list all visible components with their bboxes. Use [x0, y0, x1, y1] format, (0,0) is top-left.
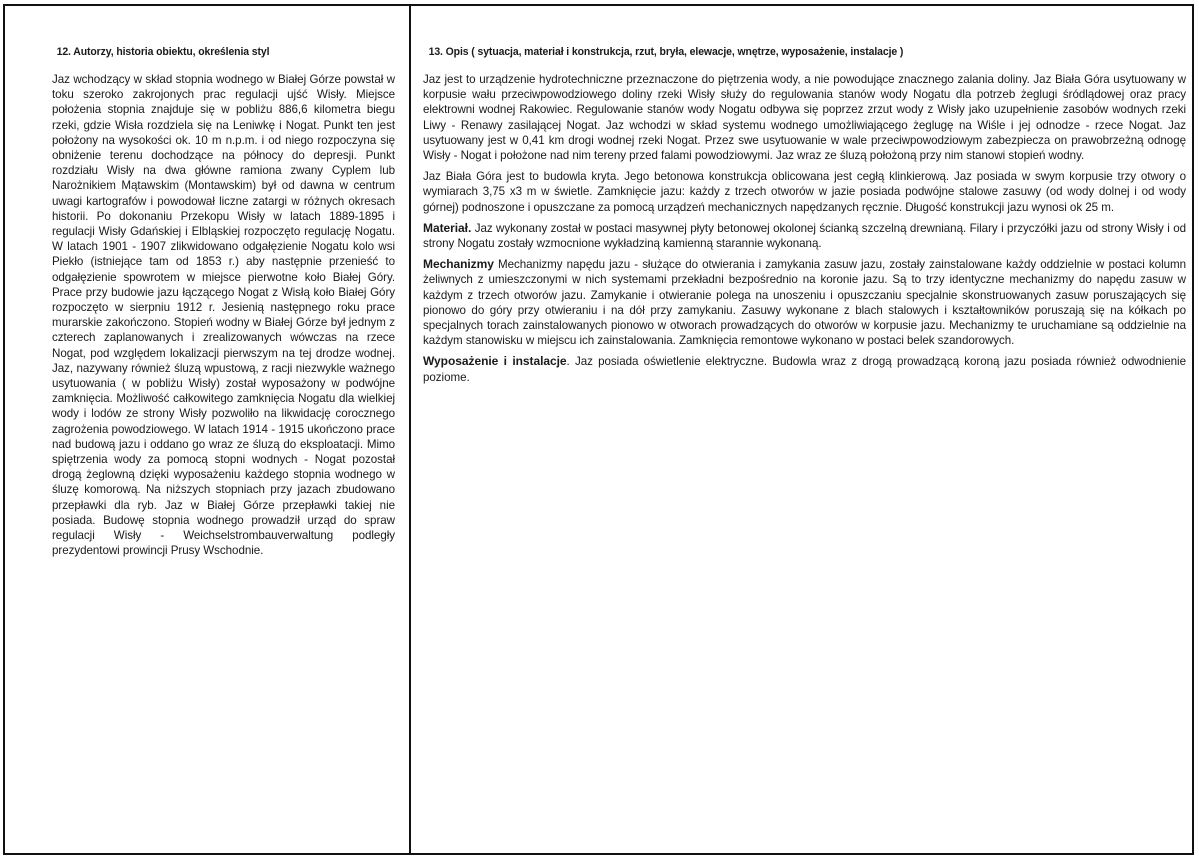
paragraph-lead: Wyposażenie i instalacje: [423, 354, 567, 369]
description-paragraph: [423, 169, 1186, 215]
paragraph-text: Mechanizmy napędu jazu - służące do otwierania i zamykania zasuw jazu, zostały zainstalowane każdy oddzielnie w postaci kolumn żeliwnych z umieszczonymi w nich systemami przekładni bezpośrednio na koronie jazu. Są to trzy identyczne mechanizmy do napędu zasuw w każdym z trzech otworów jazu. Zamykanie i otwieranie polega na unoszeniu i opuszczaniu specjalnie skonstruowanych zasuw poruszających się pionowo do góry przy otwieraniu i na dół przy zamykaniu. Zasuwy wykonane z blach stalowych i kształtowników poruszają się na kółkach po specjalnych torach zainstalowanych pionowo w otworach prowadzących do otworów w korpusie jazu. Mechanizmy te uruchamiane są oddzielnie na każdym stanowisku w miejscu ich zainstalowania. Zamknięcia remontowe wykonano w postaci belek szandorowych.: [423, 258, 1186, 348]
paragraph-text: Jaz Biała Góra jest to budowla kryta. Jego betonowa konstrukcja oblicowana jest cegłą klinkierową. Jaz posiada w swym korpusie trzy otwory o wymiarach 3,75 x3 m w świetle. Zamknięcie jazu: każdy z trzech otworów w jazie posiada podwójne stalowe zasuwy (od wody dolnej i od wody górnej) podnoszone i opuszczane za pomocą urządzeń mechanicznych napędzanych ręcznie. Długość konstrukcji jazu wynosi ok 25 m.: [423, 170, 1186, 214]
left-column: [49, 46, 395, 559]
section-13-body: [421, 72, 1186, 385]
section-12-heading: 12. Autorzy, historia obiektu, określenia styl: [56, 46, 270, 58]
material-paragraph: [423, 221, 1186, 251]
paragraph-text: Jaz jest to urządzenie hydrotechniczne przeznaczone do piętrzenia wody, a nie powodujące znacznego zalania doliny. Jaz Biała Góra usytuowany w korpusie wału przeciwpowodziowego doliny rzeki Wisły służy do regulowania stanów wody Nogatu dla potrzeb żeglugi śródlądowej oraz pracy elektrowni wodnej Rakowiec. Regulowanie stanów wody Nogatu odbywa się poprzez zrzut wody z Wisły jako uzupełnienie zasobów wodnych rzeki Liwy - Renawy zasilającej Nogat. Jaz wchodzi w skład systemu wodnego umożliwiającego żeglugę na Wiśle i jej odnodze - rzece Nogat. Jaz usytuowany jest w 0,41 km drogi wodnej rzeki Nogat. Przez swe usytuowanie w wale przeciwpowodziowym zabezpiecza on prawobrzeżną odnogę Wisły - Nogat i położone nad nim tereny przed falami powodziowymi. Jaz wraz ze śluzą położoną przy nim stanowi stopień wodny.: [423, 73, 1186, 163]
mechanisms-paragraph: [423, 257, 1186, 348]
section-13-heading: 13. Opis ( sytuacja, materiał i konstrukcja, rzut, bryła, elewacje, wnętrze, wyposażenie, instalacje ): [428, 46, 904, 58]
paragraph-text: Jaz wykonany został w postaci masywnej płyty betonowej okolonej ścianką szczelną drewnianą. Filary i przyczółki jazu od strony Wisły i od strony Nogatu zostały wzmocnione wykładziną kamienną starannie wykonaną.: [423, 221, 1186, 251]
section-12-text: Jaz wchodzący w skład stopnia wodnego w Białej Górze powstał w toku szeroko zakrojonych prac regulacji ujść Wisły. Miejsce położenia stopnia znajduje się w pobliżu 886,6 kilometra biegu rzeki, gdzie Wisła rozdziela się na Leniwkę i Nogat. Punkt ten jest położony na wysokości ok. 10 m n.p.m. i od niego rozpoczyna się obniżenie terenu dochodzące na północy do depresji. Punkt rozdziału Wisły na dwa główne ramiona zwany Cyplem lub Narożnikiem Mątawskim (Montawskim) był od dawna w centrum uwagi kartografów i powodował liczne zatargi w różnych okresach historii. Po dokonaniu Przekopu Wisły w latach 1889-1895 i regulacji Wisły Gdańskiej i Elbląskiej rozpoczęto regulację Nogatu. W latach 1901 - 1907 zlikwidowano odgałęzienie Nogatu kolo wsi Piekło (istniejące tam od 1853 r.) aby następnie przenieść to odgałęzienie spowrotem w miejsce pierwotne koło Białej Góry. Prace przy budowie jazu łączącego Nogat z Wisłą koło Białej Góry rozpoczęto w sierpniu 1912 r. Jesienią następnego roku prace murarskie zakończono. Stopień wodny w Białej Górze był jednym z czterech zaplanowanych i zrealizowanych wówczas na rzece Nogat, pod względem lokalizacji pierwszym na tej drodze wodnej. Jaz, nazywany również śluzą wpustową, z racji niezwykle ważnego usytuowania ( w pobliżu Wisły) został wyposażony w podwójne zamknięcia. Możliwość całkowitego zamknięcia Nogatu dla wielkiej wody i lodów ze strony Wisły pozwoliło na likwidację corocznego zagrożenia powodziowego. W latach 1914 - 1915 ukończono prace nad budową jazu i oddano go wraz ze śluzą do eksploatacji. Mimo spiętrzenia wody za pomocą stopni wodnych - Nogat pozostał drogą żeglowną dzięki wyposażeniu każdego stopnia wodnego w śluzę komorową. Na niższych stopniach przy jazach zbudowano przepławki dla ryb. Jaz w Białej Górze przepławki takiej nie posiada. Budowę stopnia wodnego prowadził urząd do spraw regulacji Wisły - Weichselstrombauverwaltung podległy prezydentowi prowincji Prusy Wschodnie.: [52, 73, 395, 558]
equipment-paragraph: [423, 354, 1186, 384]
column-divider: [409, 6, 411, 853]
paragraph-text: . Jaz posiada oświetlenie elektryczne. Budowla wraz z drogą prowadzącą koroną jazu posiada również odwodnienie poziome.: [423, 355, 1186, 384]
paragraph-lead: Mechanizmy: [423, 257, 494, 272]
paragraph-lead: Materiał.: [423, 220, 472, 235]
description-paragraph: [423, 72, 1186, 163]
document-sheet: [3, 4, 1194, 855]
right-column: [421, 46, 1186, 391]
